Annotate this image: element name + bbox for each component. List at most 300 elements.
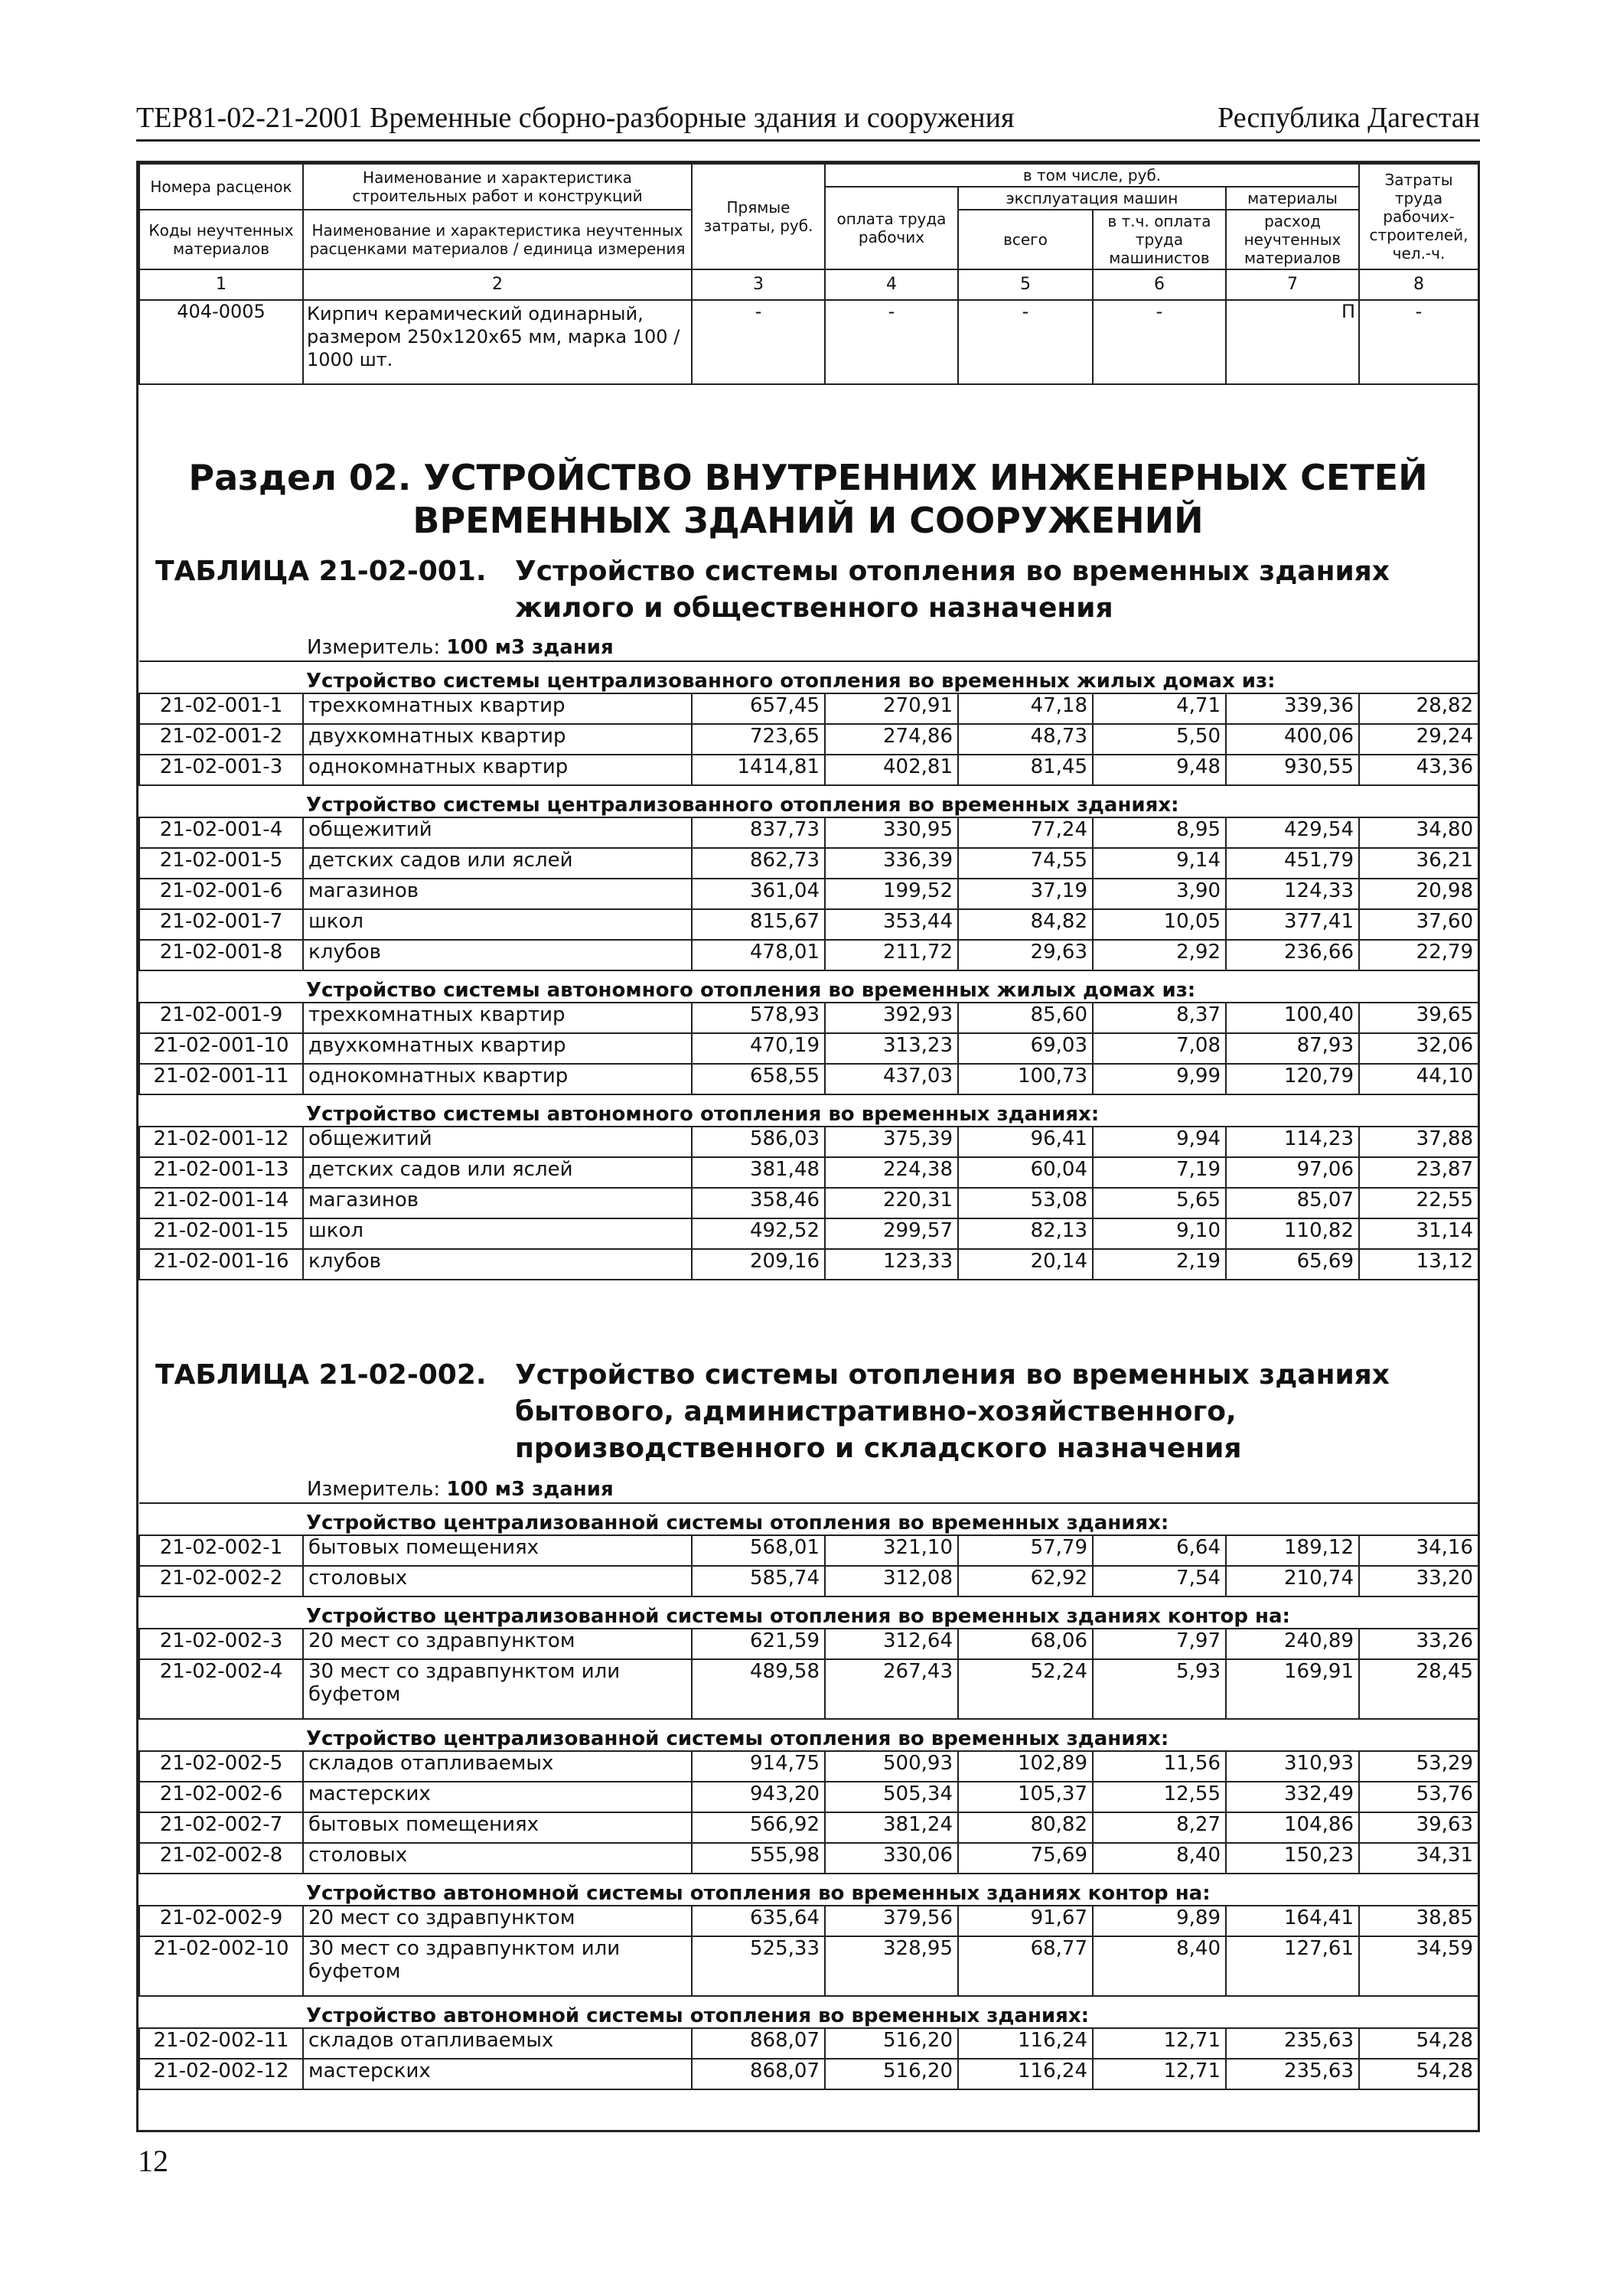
rate-code: 21-02-001-8 bbox=[139, 940, 303, 970]
table-row bbox=[139, 1782, 1478, 1812]
materials-cost: 87,93 bbox=[1226, 1033, 1359, 1064]
rate-code: 21-02-001-9 bbox=[139, 1003, 303, 1033]
table-row bbox=[139, 1906, 1478, 1936]
materials-cost: 310,93 bbox=[1226, 1751, 1359, 1782]
header-material-names: Наименование и характеристика неучтенных расценками материалов / единица измерения bbox=[303, 210, 692, 269]
rate-code: 21-02-001-2 bbox=[139, 724, 303, 755]
table1-measure-value: 100 м3 здания bbox=[446, 636, 614, 659]
worker-pay: 199,52 bbox=[825, 879, 958, 909]
labor-hours: 32,06 bbox=[1359, 1033, 1478, 1064]
work-name: детских садов или яслей bbox=[303, 1157, 692, 1188]
header-machines: эксплуатация машин bbox=[958, 187, 1226, 210]
labor-hours: 28,45 bbox=[1359, 1659, 1478, 1719]
machinist-pay: 9,14 bbox=[1093, 848, 1226, 879]
worker-pay: 267,43 bbox=[825, 1659, 958, 1719]
table2-title: Устройство системы отопления во временных зданиях бытового, административно-хозяйственного, производственного и складского назначения bbox=[515, 1359, 1390, 1464]
header-work-name: Наименование и характеристика строительных работ и конструкций bbox=[303, 164, 692, 210]
work-name: двухкомнатных квартир bbox=[303, 724, 692, 755]
direct-costs: 586,03 bbox=[692, 1127, 825, 1157]
table-row bbox=[139, 940, 1478, 970]
rate-code: 21-02-001-13 bbox=[139, 1157, 303, 1188]
group-title: Устройство централизованной системы отопления во временных зданиях: bbox=[139, 1503, 1478, 1535]
machines-total: 91,67 bbox=[958, 1906, 1093, 1936]
machinist-pay: 9,89 bbox=[1093, 1906, 1226, 1936]
direct-costs: 470,19 bbox=[692, 1033, 825, 1064]
column-number: 4 bbox=[825, 269, 958, 300]
group-title: Устройство системы автономного отопления во временных жилых домах из: bbox=[139, 970, 1478, 1003]
direct-costs: 943,20 bbox=[692, 1782, 825, 1812]
machines-total: 37,19 bbox=[958, 879, 1093, 909]
work-name: бытовых помещениях bbox=[303, 1812, 692, 1843]
machines-total: 60,04 bbox=[958, 1157, 1093, 1188]
machinist-pay: 8,27 bbox=[1093, 1812, 1226, 1843]
materials-cost: 930,55 bbox=[1226, 755, 1359, 785]
work-name: двухкомнатных квартир bbox=[303, 1033, 692, 1064]
worker-pay: 336,39 bbox=[825, 848, 958, 879]
rate-code: 21-02-001-10 bbox=[139, 1033, 303, 1064]
table-row bbox=[139, 1812, 1478, 1843]
rate-code: 21-02-001-5 bbox=[139, 848, 303, 879]
direct-costs: 868,07 bbox=[692, 2059, 825, 2089]
machinist-pay: 12,71 bbox=[1093, 2059, 1226, 2089]
header-rate-numbers: Номера расценок bbox=[139, 164, 303, 210]
table2-rows bbox=[139, 1502, 1479, 2090]
direct-costs: 555,98 bbox=[692, 1843, 825, 1874]
document-title: ТЕР81-02-21-2001 Временные сборно-разборные здания и сооружения bbox=[136, 102, 1015, 134]
materials-cost: 210,74 bbox=[1226, 1566, 1359, 1596]
materials-cost: 100,40 bbox=[1226, 1003, 1359, 1033]
direct-costs: 566,92 bbox=[692, 1812, 825, 1843]
header-labor-costs: Затраты труда рабочих-строителей, чел.-ч. bbox=[1359, 164, 1478, 269]
table-row bbox=[139, 1566, 1478, 1596]
machinist-pay: 2,19 bbox=[1093, 1249, 1226, 1280]
group-header-row bbox=[139, 1094, 1478, 1127]
worker-pay: 379,56 bbox=[825, 1906, 958, 1936]
work-name: складов отапливаемых bbox=[303, 1751, 692, 1782]
work-name: мастерских bbox=[303, 2059, 692, 2089]
header-direct-costs: Прямые затраты, руб. bbox=[692, 164, 825, 269]
table2-measure bbox=[307, 1478, 614, 1501]
materials-cost: 110,82 bbox=[1226, 1218, 1359, 1249]
materials-cost: 332,49 bbox=[1226, 1782, 1359, 1812]
header-including: в том числе, руб. bbox=[825, 164, 1359, 187]
work-name: школ bbox=[303, 1218, 692, 1249]
table-row bbox=[139, 755, 1478, 785]
worker-pay: 381,24 bbox=[825, 1812, 958, 1843]
machinist-pay: 9,99 bbox=[1093, 1064, 1226, 1094]
table-row bbox=[139, 1535, 1478, 1566]
worker-pay: 402,81 bbox=[825, 755, 958, 785]
machinist-pay: 8,95 bbox=[1093, 817, 1226, 848]
machinist-pay: 4,71 bbox=[1093, 693, 1226, 724]
group-title: Устройство автономной системы отопления во временных зданиях контор на: bbox=[139, 1874, 1478, 1906]
header-machinist-pay: в т.ч. оплата труда машинистов bbox=[1093, 210, 1226, 269]
table-row bbox=[139, 1629, 1478, 1659]
column-numbers-row bbox=[139, 269, 1478, 300]
table-row bbox=[139, 1188, 1478, 1218]
group-header-row bbox=[139, 970, 1478, 1003]
table-row bbox=[139, 1064, 1478, 1094]
labor-hours: 33,20 bbox=[1359, 1566, 1478, 1596]
labor-hours: 37,60 bbox=[1359, 909, 1478, 940]
header-material-codes: Коды неучтенных материалов bbox=[139, 210, 303, 269]
table2-code: ТАБЛИЦА 21-02-002. bbox=[155, 1359, 487, 1391]
machinist-pay: 9,10 bbox=[1093, 1218, 1226, 1249]
group-header-row bbox=[139, 661, 1478, 693]
machines-total: 84,82 bbox=[958, 909, 1093, 940]
table2-measure-label: Измеритель: bbox=[307, 1478, 441, 1501]
worker-pay: 220,31 bbox=[825, 1188, 958, 1218]
direct-costs: 381,48 bbox=[692, 1157, 825, 1188]
materials-cost: 339,36 bbox=[1226, 693, 1359, 724]
worker-pay: 313,23 bbox=[825, 1033, 958, 1064]
column-number: 5 bbox=[958, 269, 1093, 300]
machinist-pay: 12,71 bbox=[1093, 2028, 1226, 2059]
work-name: школ bbox=[303, 909, 692, 940]
materials-cost: 169,91 bbox=[1226, 1659, 1359, 1719]
machinist-pay: 7,54 bbox=[1093, 1566, 1226, 1596]
labor-hours: 34,16 bbox=[1359, 1535, 1478, 1566]
group-title: Устройство системы централизованного отопления во временных жилых домах из: bbox=[139, 661, 1478, 693]
machinist-pay: 7,19 bbox=[1093, 1157, 1226, 1188]
work-name: клубов bbox=[303, 940, 692, 970]
material-cell: - bbox=[958, 300, 1093, 384]
labor-hours: 44,10 bbox=[1359, 1064, 1478, 1094]
direct-costs: 914,75 bbox=[692, 1751, 825, 1782]
direct-costs: 658,55 bbox=[692, 1064, 825, 1094]
worker-pay: 353,44 bbox=[825, 909, 958, 940]
materials-cost: 164,41 bbox=[1226, 1906, 1359, 1936]
worker-pay: 505,34 bbox=[825, 1782, 958, 1812]
rate-code: 21-02-002-9 bbox=[139, 1906, 303, 1936]
rate-code: 21-02-002-6 bbox=[139, 1782, 303, 1812]
worker-pay: 328,95 bbox=[825, 1936, 958, 1996]
worker-pay: 375,39 bbox=[825, 1127, 958, 1157]
machines-total: 74,55 bbox=[958, 848, 1093, 879]
direct-costs: 568,01 bbox=[692, 1535, 825, 1566]
rate-code: 21-02-001-4 bbox=[139, 817, 303, 848]
direct-costs: 525,33 bbox=[692, 1936, 825, 1996]
header-machines-total: всего bbox=[958, 210, 1093, 269]
labor-hours: 38,85 bbox=[1359, 1906, 1478, 1936]
machines-total: 116,24 bbox=[958, 2059, 1093, 2089]
direct-costs: 862,73 bbox=[692, 848, 825, 879]
table-row bbox=[139, 1157, 1478, 1188]
table-row bbox=[139, 693, 1478, 724]
labor-hours: 13,12 bbox=[1359, 1249, 1478, 1280]
labor-hours: 20,98 bbox=[1359, 879, 1478, 909]
rate-code: 21-02-001-12 bbox=[139, 1127, 303, 1157]
page-frame bbox=[136, 161, 1480, 2132]
direct-costs: 635,64 bbox=[692, 1906, 825, 1936]
direct-costs: 358,46 bbox=[692, 1188, 825, 1218]
machinist-pay: 5,50 bbox=[1093, 724, 1226, 755]
machinist-pay: 9,94 bbox=[1093, 1127, 1226, 1157]
group-title: Устройство системы централизованного отопления во временных зданиях: bbox=[139, 785, 1478, 817]
direct-costs: 657,45 bbox=[692, 693, 825, 724]
material-cell: - bbox=[1359, 300, 1478, 384]
column-number: 8 bbox=[1359, 269, 1478, 300]
work-name: столовых bbox=[303, 1566, 692, 1596]
rate-code: 21-02-002-4 bbox=[139, 1659, 303, 1719]
worker-pay: 224,38 bbox=[825, 1157, 958, 1188]
table-row bbox=[139, 879, 1478, 909]
worker-pay: 299,57 bbox=[825, 1218, 958, 1249]
table-row bbox=[139, 1249, 1478, 1280]
work-name: магазинов bbox=[303, 879, 692, 909]
direct-costs: 868,07 bbox=[692, 2028, 825, 2059]
machines-total: 57,79 bbox=[958, 1535, 1093, 1566]
worker-pay: 123,33 bbox=[825, 1249, 958, 1280]
machines-total: 102,89 bbox=[958, 1751, 1093, 1782]
labor-hours: 34,31 bbox=[1359, 1843, 1478, 1874]
rate-code: 21-02-002-3 bbox=[139, 1629, 303, 1659]
rate-code: 21-02-002-1 bbox=[139, 1535, 303, 1566]
direct-costs: 492,52 bbox=[692, 1218, 825, 1249]
worker-pay: 274,86 bbox=[825, 724, 958, 755]
rate-code: 21-02-002-8 bbox=[139, 1843, 303, 1874]
running-head bbox=[136, 99, 1480, 142]
header-worker-pay: оплата труда рабочих bbox=[825, 187, 958, 269]
work-name: однокомнатных квартир bbox=[303, 1064, 692, 1094]
machines-total: 80,82 bbox=[958, 1812, 1093, 1843]
worker-pay: 500,93 bbox=[825, 1751, 958, 1782]
worker-pay: 211,72 bbox=[825, 940, 958, 970]
work-name: 20 мест со здравпунктом bbox=[303, 1906, 692, 1936]
group-title: Устройство системы автономного отопления во временных зданиях: bbox=[139, 1094, 1478, 1127]
direct-costs: 723,65 bbox=[692, 724, 825, 755]
material-code: 404-0005 bbox=[139, 300, 303, 384]
header-material-consumption: расход неучтенных материалов bbox=[1226, 210, 1359, 269]
machines-total: 69,03 bbox=[958, 1033, 1093, 1064]
work-name: детских садов или яслей bbox=[303, 848, 692, 879]
machines-total: 20,14 bbox=[958, 1249, 1093, 1280]
machines-total: 96,41 bbox=[958, 1127, 1093, 1157]
rate-code: 21-02-002-11 bbox=[139, 2028, 303, 2059]
rate-code: 21-02-002-5 bbox=[139, 1751, 303, 1782]
column-number: 2 bbox=[303, 269, 692, 300]
table1-title: Устройство системы отопления во временных зданиях жилого и общественного назначения bbox=[515, 556, 1390, 624]
materials-cost: 85,07 bbox=[1226, 1188, 1359, 1218]
machinist-pay: 8,40 bbox=[1093, 1936, 1226, 1996]
labor-hours: 22,55 bbox=[1359, 1188, 1478, 1218]
labor-hours: 22,79 bbox=[1359, 940, 1478, 970]
work-name: складов отапливаемых bbox=[303, 2028, 692, 2059]
rate-code: 21-02-001-15 bbox=[139, 1218, 303, 1249]
machines-total: 68,77 bbox=[958, 1936, 1093, 1996]
table1-measure-label: Измеритель: bbox=[307, 636, 441, 659]
machines-total: 116,24 bbox=[958, 2028, 1093, 2059]
labor-hours: 23,87 bbox=[1359, 1157, 1478, 1188]
materials-cost: 120,79 bbox=[1226, 1064, 1359, 1094]
machinist-pay: 8,37 bbox=[1093, 1003, 1226, 1033]
materials-cost: 240,89 bbox=[1226, 1629, 1359, 1659]
table-row bbox=[139, 1127, 1478, 1157]
table-row bbox=[139, 1033, 1478, 1064]
work-name: 30 мест со здравпунктом или буфетом bbox=[303, 1936, 692, 1996]
work-name: мастерских bbox=[303, 1782, 692, 1812]
material-cell: П bbox=[1226, 300, 1359, 384]
rate-code: 21-02-001-6 bbox=[139, 879, 303, 909]
table1-rows bbox=[139, 660, 1479, 1280]
worker-pay: 437,03 bbox=[825, 1064, 958, 1094]
table1-caption bbox=[155, 553, 1472, 630]
table-row bbox=[139, 1003, 1478, 1033]
group-header-row bbox=[139, 1874, 1478, 1906]
rate-code: 21-02-001-1 bbox=[139, 693, 303, 724]
table-row bbox=[139, 724, 1478, 755]
direct-costs: 209,16 bbox=[692, 1249, 825, 1280]
table-row bbox=[139, 1218, 1478, 1249]
worker-pay: 392,93 bbox=[825, 1003, 958, 1033]
material-cell: - bbox=[825, 300, 958, 384]
materials-cost: 97,06 bbox=[1226, 1157, 1359, 1188]
table-row bbox=[139, 848, 1478, 879]
direct-costs: 578,93 bbox=[692, 1003, 825, 1033]
rate-code: 21-02-001-11 bbox=[139, 1064, 303, 1094]
machines-total: 100,73 bbox=[958, 1064, 1093, 1094]
column-number: 1 bbox=[139, 269, 303, 300]
rate-code: 21-02-002-12 bbox=[139, 2059, 303, 2089]
machinist-pay: 8,40 bbox=[1093, 1843, 1226, 1874]
table-row bbox=[139, 1843, 1478, 1874]
labor-hours: 36,21 bbox=[1359, 848, 1478, 879]
work-name: клубов bbox=[303, 1249, 692, 1280]
worker-pay: 330,95 bbox=[825, 817, 958, 848]
labor-hours: 53,29 bbox=[1359, 1751, 1478, 1782]
materials-cost: 127,61 bbox=[1226, 1936, 1359, 1996]
group-header-row bbox=[139, 1596, 1478, 1629]
machinist-pay: 7,08 bbox=[1093, 1033, 1226, 1064]
materials-cost: 104,86 bbox=[1226, 1812, 1359, 1843]
column-number: 7 bbox=[1226, 269, 1359, 300]
worker-pay: 312,08 bbox=[825, 1566, 958, 1596]
direct-costs: 837,73 bbox=[692, 817, 825, 848]
materials-cost: 451,79 bbox=[1226, 848, 1359, 879]
work-name: 30 мест со здравпунктом или буфетом bbox=[303, 1659, 692, 1719]
section-title-line1: Раздел 02. УСТРОЙСТВО ВНУТРЕННИХ ИНЖЕНЕРНЫХ СЕТЕЙ bbox=[188, 457, 1428, 498]
machines-total: 52,24 bbox=[958, 1659, 1093, 1719]
direct-costs: 1414,81 bbox=[692, 755, 825, 785]
direct-costs: 361,04 bbox=[692, 879, 825, 909]
direct-costs: 478,01 bbox=[692, 940, 825, 970]
worker-pay: 312,64 bbox=[825, 1629, 958, 1659]
machines-total: 105,37 bbox=[958, 1782, 1093, 1812]
machines-total: 77,24 bbox=[958, 817, 1093, 848]
table-row bbox=[139, 1751, 1478, 1782]
labor-hours: 53,76 bbox=[1359, 1782, 1478, 1812]
table1-measure bbox=[307, 636, 614, 659]
rate-code: 21-02-002-2 bbox=[139, 1566, 303, 1596]
labor-hours: 39,65 bbox=[1359, 1003, 1478, 1033]
group-header-row bbox=[139, 1719, 1478, 1751]
machines-total: 85,60 bbox=[958, 1003, 1093, 1033]
group-header-row bbox=[139, 785, 1478, 817]
worker-pay: 516,20 bbox=[825, 2059, 958, 2089]
materials-cost: 124,33 bbox=[1226, 879, 1359, 909]
labor-hours: 43,36 bbox=[1359, 755, 1478, 785]
materials-cost: 189,12 bbox=[1226, 1535, 1359, 1566]
labor-hours: 34,80 bbox=[1359, 817, 1478, 848]
rate-code: 21-02-002-10 bbox=[139, 1936, 303, 1996]
materials-cost: 377,41 bbox=[1226, 909, 1359, 940]
direct-costs: 585,74 bbox=[692, 1566, 825, 1596]
labor-hours: 37,88 bbox=[1359, 1127, 1478, 1157]
work-name: однокомнатных квартир bbox=[303, 755, 692, 785]
direct-costs: 621,59 bbox=[692, 1629, 825, 1659]
group-title: Устройство централизованной системы отопления во временных зданиях: bbox=[139, 1719, 1478, 1751]
table1-code: ТАБЛИЦА 21-02-001. bbox=[155, 556, 487, 587]
machinist-pay: 10,05 bbox=[1093, 909, 1226, 940]
labor-hours: 54,28 bbox=[1359, 2059, 1478, 2089]
table2-measure-value: 100 м3 здания bbox=[446, 1478, 614, 1501]
labor-hours: 54,28 bbox=[1359, 2028, 1478, 2059]
machines-total: 82,13 bbox=[958, 1218, 1093, 1249]
materials-cost: 114,23 bbox=[1226, 1127, 1359, 1157]
machinist-pay: 5,93 bbox=[1093, 1659, 1226, 1719]
materials-cost: 235,63 bbox=[1226, 2059, 1359, 2089]
work-name: бытовых помещениях bbox=[303, 1535, 692, 1566]
machinist-pay: 5,65 bbox=[1093, 1188, 1226, 1218]
work-name: трехкомнатных квартир bbox=[303, 693, 692, 724]
machinist-pay: 3,90 bbox=[1093, 879, 1226, 909]
machinist-pay: 6,64 bbox=[1093, 1535, 1226, 1566]
table2-caption bbox=[155, 1357, 1472, 1472]
labor-hours: 28,82 bbox=[1359, 693, 1478, 724]
worker-pay: 321,10 bbox=[825, 1535, 958, 1566]
machinist-pay: 12,55 bbox=[1093, 1782, 1226, 1812]
machines-total: 29,63 bbox=[958, 940, 1093, 970]
materials-cost: 65,69 bbox=[1226, 1249, 1359, 1280]
work-name: общежитий bbox=[303, 817, 692, 848]
materials-cost: 150,23 bbox=[1226, 1843, 1359, 1874]
section-title-line2: ВРЕМЕННЫХ ЗДАНИЙ И СООРУЖЕНИЙ bbox=[412, 500, 1204, 541]
material-name: Кирпич керамический одинарный, размером 250х120х65 мм, марка 100 / 1000 шт. bbox=[303, 300, 692, 384]
direct-costs: 489,58 bbox=[692, 1659, 825, 1719]
material-cell: - bbox=[1093, 300, 1226, 384]
table-row bbox=[139, 2028, 1478, 2059]
rate-code: 21-02-001-7 bbox=[139, 909, 303, 940]
group-header-row bbox=[139, 1996, 1478, 2028]
work-name: общежитий bbox=[303, 1127, 692, 1157]
group-title: Устройство автономной системы отопления во временных зданиях: bbox=[139, 1996, 1478, 2028]
labor-hours: 31,14 bbox=[1359, 1218, 1478, 1249]
machines-total: 68,06 bbox=[958, 1629, 1093, 1659]
worker-pay: 270,91 bbox=[825, 693, 958, 724]
work-name: столовых bbox=[303, 1843, 692, 1874]
table-row bbox=[139, 2059, 1478, 2089]
rate-code: 21-02-001-14 bbox=[139, 1188, 303, 1218]
rate-code: 21-02-002-7 bbox=[139, 1812, 303, 1843]
region-name: Республика Дагестан bbox=[1217, 102, 1480, 134]
material-row bbox=[139, 300, 1478, 384]
materials-cost: 429,54 bbox=[1226, 817, 1359, 848]
group-header-row bbox=[139, 1503, 1478, 1535]
machines-total: 81,45 bbox=[958, 755, 1093, 785]
machinist-pay: 7,97 bbox=[1093, 1629, 1226, 1659]
work-name: магазинов bbox=[303, 1188, 692, 1218]
rate-code: 21-02-001-3 bbox=[139, 755, 303, 785]
column-header-table bbox=[139, 163, 1479, 385]
materials-cost: 400,06 bbox=[1226, 724, 1359, 755]
header-materials: материалы bbox=[1226, 187, 1359, 210]
work-name: 20 мест со здравпунктом bbox=[303, 1629, 692, 1659]
machines-total: 62,92 bbox=[958, 1566, 1093, 1596]
table-row bbox=[139, 817, 1478, 848]
worker-pay: 516,20 bbox=[825, 2028, 958, 2059]
machinist-pay: 2,92 bbox=[1093, 940, 1226, 970]
material-cell: - bbox=[692, 300, 825, 384]
